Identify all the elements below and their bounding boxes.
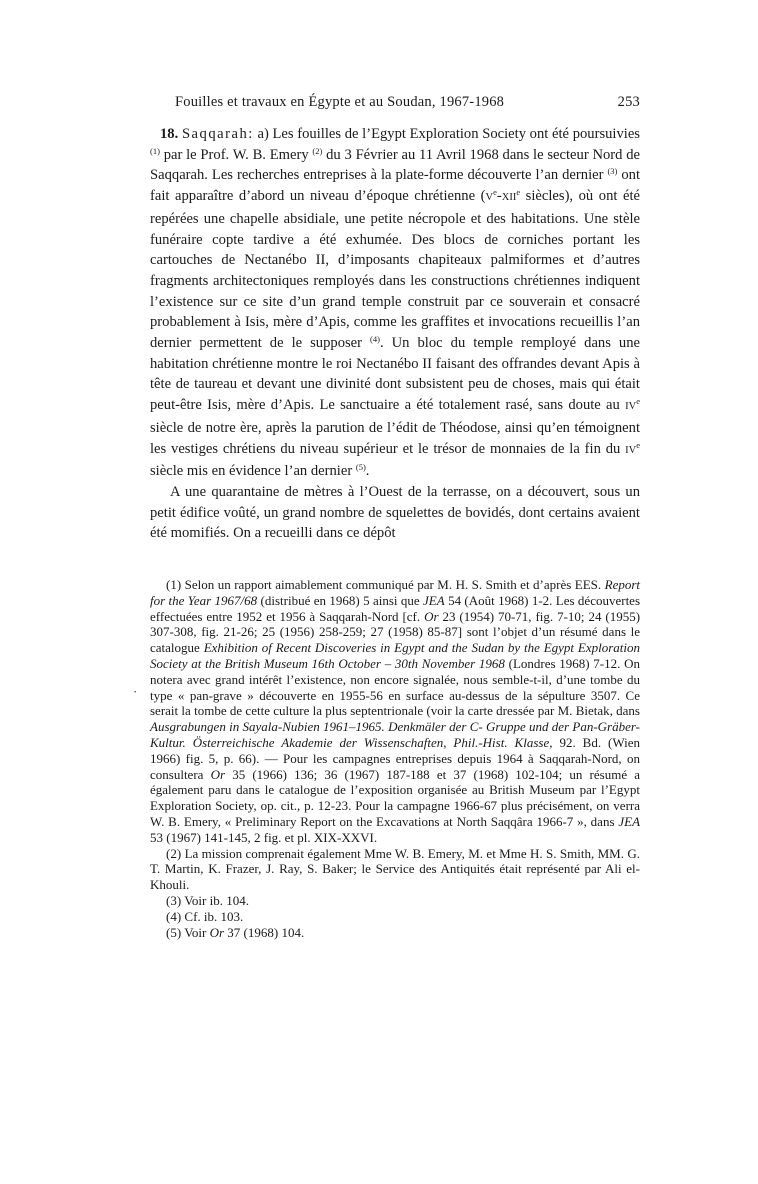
- ordinal-suffix: e: [493, 187, 497, 198]
- roman-numeral: IV: [625, 401, 637, 413]
- footnote-marker: (3): [166, 892, 182, 908]
- footnote-marker: (2): [166, 845, 182, 861]
- footnote-5: [150, 925, 640, 941]
- footnote-3: [150, 893, 640, 909]
- footnote-title: Or: [424, 608, 439, 624]
- footnote-text: La mission comprenait également Mme W. B. Emery, M. et Mme H. S. Smith, MM. G. T. Martin, K. Frazer, J. Ray, S. Baker; le Service des Antiquités était représenté par Ali el-Khouli.: [150, 845, 641, 893]
- text-run: par le Prof. W. B. Emery: [163, 146, 309, 163]
- ordinal-suffix: e: [636, 439, 640, 450]
- footnote-title: Or: [209, 924, 225, 940]
- footnote-marker: (4): [166, 908, 182, 924]
- running-header: [175, 94, 640, 116]
- footnote-title: JEA: [618, 813, 641, 829]
- footnote-4: [150, 909, 640, 925]
- footnote-text: 37 (1968) 104.: [227, 924, 305, 940]
- footnote-2: [150, 846, 640, 893]
- footnote-text: Voir ib. 104.: [184, 892, 249, 908]
- roman-numeral: V: [485, 192, 494, 204]
- footnote-ref-2[interactable]: (2): [312, 145, 323, 156]
- text-run: -: [496, 188, 502, 205]
- section-place: Saqqarah:: [181, 126, 254, 142]
- text-run: du 3 Février au 11 Avril 1968 dans le secteur Nord de Saqqarah. Les recherches entreprises à la plate-forme découverte l’an dernier: [150, 146, 640, 184]
- text-run: . Un bloc du temple remployé dans une habitation chrétienne montre le roi Nectanébo II faisant des offrandes devant Apis à tête de taureau et devant une divinité dont subsistent peu de choses, mais qui était peut-être Isis, mère d’Apis. Le sanctuaire a été totalement rasé, sans doute au: [150, 335, 640, 414]
- footnote-ref-5[interactable]: (5): [355, 462, 366, 473]
- text-run: siècles), où ont été repérées une chapelle absidiale, une petite nécropole et des habitations. Une stèle funéraire copte tardive a été exhumée. Des blocs de corniches portant les cartouches de Nectanébo II, d’imposants chapiteaux palmiformes et d’autres fragments architectoniques remployés dans les constructions chrétiennes indiquent l’existence sur ce site d’un grand temple construit par ce souverain et consacré probablement à Isis, mère d’Apis, comme les graffites et invocations recueillis l’an dernier permettent de le supposer: [150, 188, 641, 352]
- roman-numeral: IV: [625, 444, 637, 456]
- running-title: Fouilles et travaux en Égypte et au Soudan, 1967-1968: [175, 94, 505, 110]
- paragraph-bovides: A une quarantaine de mètres à l’Ouest de la terrasse, on a découvert, sous un petit édifice voûté, un grand nombre de squelettes de bovidés, dont certains avaient été momifiés. On a recueilli dans ce dépôt: [150, 483, 640, 542]
- footnote-text: 53 (1967) 141-145, 2 fig. et pl. XIX-XXVI.: [150, 829, 378, 845]
- footnote-title: Or: [210, 766, 226, 782]
- roman-numeral: XII: [501, 192, 517, 204]
- paragraph-saqqarah: [150, 124, 640, 482]
- footnote-text: (distribué en 1968) 5 ainsi que: [260, 592, 420, 608]
- ordinal-suffix: e: [516, 187, 521, 198]
- footnote-text: 92. Bd. (Wien 1966) fig. 5, p. 66). — Pour les campagnes entreprises depuis 1964 à Saqqarah-Nord, on consultera: [150, 734, 640, 782]
- footnote-title: Report for the Year 1967/68: [150, 577, 641, 608]
- footnote-ref-1[interactable]: (1): [150, 145, 160, 156]
- text-run: siècle mis en évidence l’an dernier: [150, 463, 353, 480]
- footnote-ref-4[interactable]: (4): [370, 334, 380, 345]
- footnote-1: [150, 577, 640, 846]
- footnote-text: 23 (1954) 70-71, fig. 7-10; 24 (1955) 307-308, fig. 21-26; 25 (1956) 258-259; 27 (1958) 85-87] sont l’objet d’un résumé dans le catalogue: [150, 608, 641, 656]
- main-text: [150, 124, 640, 544]
- footnote-text: Selon un rapport aimablement communiqué par M. H. S. Smith et d’après EES.: [184, 577, 602, 592]
- footnote-title: Exhibition of Recent Discoveries in Egypt and the Sudan by the Egypt Exploration Society at the British Museum 16th October – 30th November 1968: [150, 640, 640, 671]
- footnote-text: (Londres 1968) 7-12. On notera avec grand intérêt l’existence, non encore signalée, nous semble-t-il, d’une tombe du type « pan-grave » découverte en 1955-56 en surface au-dessus de la sépulture 3507. Ce serait la tombe de cette culture la plus septentrionale (voir la carte dressée par M. Bietak, dans: [150, 655, 640, 719]
- footnote-text: Voir: [184, 924, 207, 940]
- section-number: 18.: [160, 126, 179, 142]
- ordinal-suffix: e: [636, 396, 640, 407]
- footnote-title: JEA: [423, 592, 445, 608]
- footnote-marker: (1): [166, 577, 182, 592]
- page-number: 253: [617, 94, 640, 110]
- footnotes: [150, 577, 640, 940]
- footnote-marker: (5): [166, 924, 182, 940]
- margin-mark: ·: [133, 684, 138, 699]
- footnote-text: 54 (Août 1968) 1-2. Les découvertes effectuées entre 1952 et 1956 à Saqqarah-Nord [cf.: [150, 592, 641, 624]
- footnote-text: 35 (1966) 136; 36 (1967) 187-188 et 37 (1968) 102-104; un résumé a également paru dans le catalogue de l’exposition organisée au British Museum par l’Egypt Exploration Society, op. cit., p. 12-23. Pour la campagne 1966-67 plus précisément, on verra W. B. Emery, « Preliminary Report on the Excavations at North Saqqâra 1966-7 », dans: [150, 766, 641, 829]
- text-run: ont fait apparaître d’abord un niveau d’époque chrétienne (: [150, 167, 641, 205]
- footnote-ref-3[interactable]: (3): [607, 166, 618, 177]
- footnote-title: Ausgrabungen in Sayala-Nubien 1961–1965. Denkmäler der C- Gruppe und der Pan-Gräber-Kultur. Österreichische Akademie der Wissenschaften, Phil.-Hist. Klasse,: [150, 719, 640, 750]
- text-run: siècle de notre ère, après la parution de l’édit de Théodose, ainsi qu’en témoignent les vestiges chrétiens du niveau supérieur et le trésor de monnaies de la fin du: [150, 419, 640, 457]
- text-run: .: [365, 463, 370, 480]
- footnote-text: Cf. ib. 103.: [184, 908, 244, 924]
- text-run: a) Les fouilles de l’Egypt Exploration Society ont été poursuivies: [257, 126, 640, 142]
